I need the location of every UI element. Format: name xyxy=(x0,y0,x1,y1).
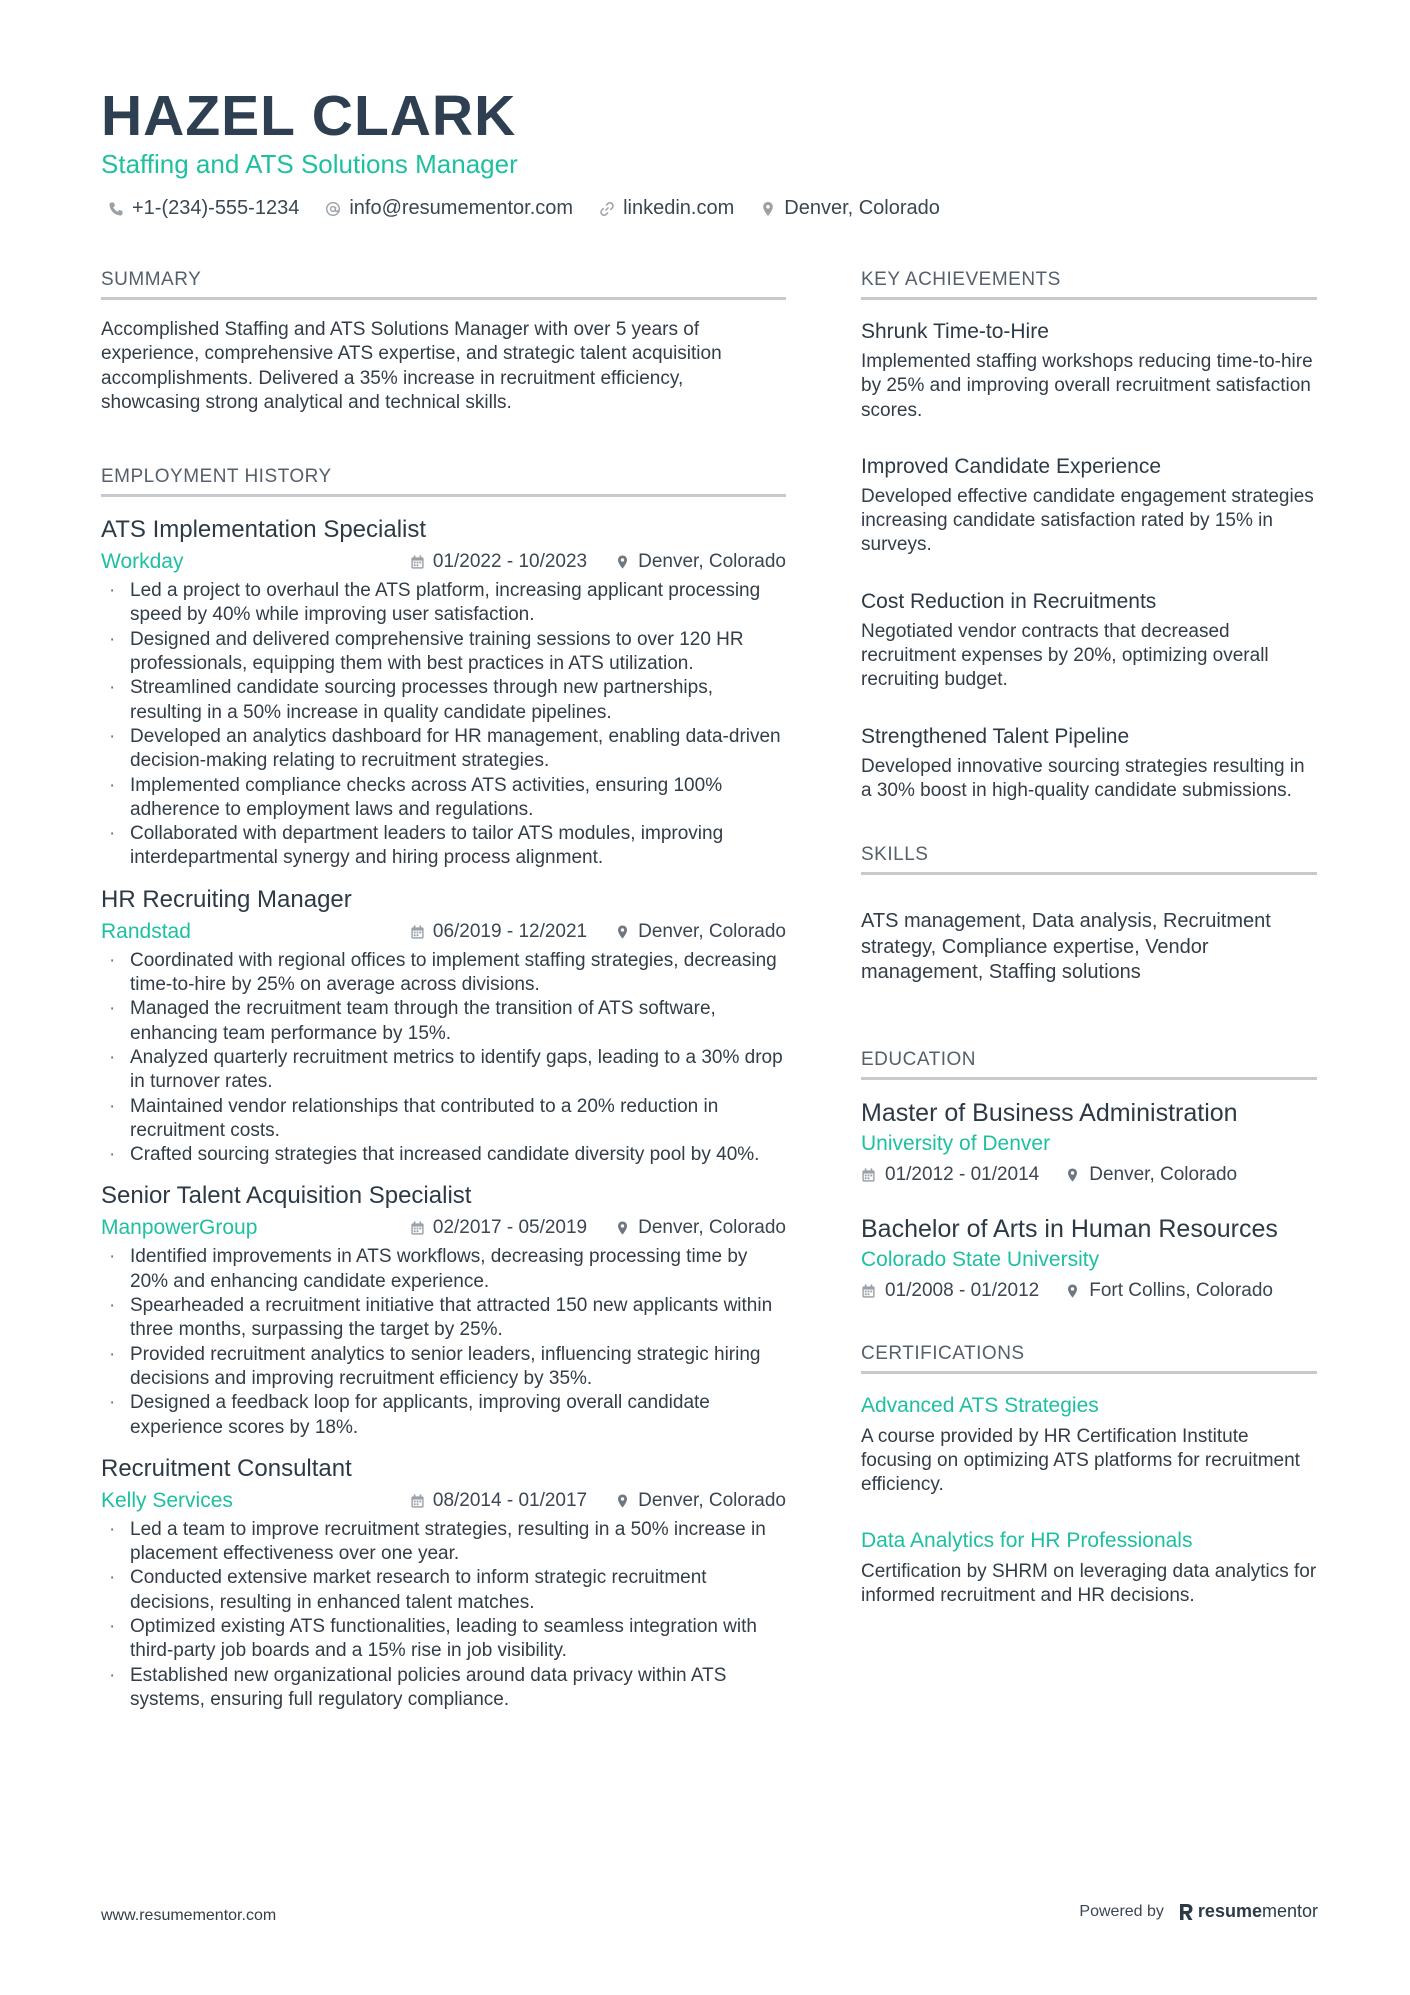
phone-icon xyxy=(108,201,124,217)
education-school: University of Denver xyxy=(861,1131,1051,1155)
job-bullet: · Collaborated with department leaders to tailor ATS modules, improving interdepartmental synergy and hiring process alignment. xyxy=(101,822,786,871)
location-pin-icon xyxy=(1065,1167,1080,1183)
skills-text: ATS management, Data analysis, Recruitment strategy, Compliance expertise, Vendor management, Staffing solutions xyxy=(861,910,1271,984)
education-degree: Bachelor of Arts in Human Resources xyxy=(861,1214,1278,1243)
footer-powered-by xyxy=(1079,1901,1318,1922)
certification-desc: A course provided by HR Certification Institute focusing on optimizing ATS platforms for recruitment efficiency. xyxy=(861,1425,1300,1496)
location-pin-icon xyxy=(615,1493,630,1509)
at-icon xyxy=(325,201,341,217)
job-bullet: · Managed the recruitment team through the transition of ATS software, enhancing team performance by 15%. xyxy=(101,997,786,1046)
education-school: Colorado State University xyxy=(861,1247,1100,1271)
job-location xyxy=(615,921,786,943)
achievement-title: Cost Reduction in Recruitments xyxy=(861,589,1157,613)
education-item xyxy=(861,1214,1317,1306)
job-location xyxy=(615,1490,786,1512)
brand-name-light: mentor xyxy=(1261,1901,1318,1921)
job-dates xyxy=(410,1490,587,1512)
education-list xyxy=(861,1098,1317,1306)
location-pin-icon xyxy=(615,924,630,940)
powered-by-label: Powered by xyxy=(1079,1902,1164,1920)
candidate-title: Staffing and ATS Solutions Manager xyxy=(101,149,518,179)
link-icon xyxy=(599,201,615,217)
summary-text: Accomplished Staffing and ATS Solutions Manager with over 5 years of experience, comprehensive ATS expertise, and strategic talent acquisition accomplishments. Delivered a 35% increase in recruitment efficiency, showcasing strong analytical and technical skills. xyxy=(101,319,722,413)
job-location-text: Denver, Colorado xyxy=(638,551,786,573)
achievement-desc: Developed effective candidate engagement strategies increasing candidate satisfaction rated by 15% in surveys. xyxy=(861,485,1314,556)
job-entry xyxy=(101,1454,786,1712)
job-bullets xyxy=(101,1518,786,1712)
job-bullet: · Designed a feedback loop for applicants, improving overall candidate experience scores by 18%. xyxy=(101,1391,786,1440)
job-bullet: · Designed and delivered comprehensive training sessions to over 120 HR professionals, equipping them with best practices in ATS utilization. xyxy=(101,628,786,677)
education-item xyxy=(861,1098,1317,1190)
job-title: Recruitment Consultant xyxy=(101,1454,352,1482)
job-location-text: Denver, Colorado xyxy=(638,920,786,942)
achievement-desc: Developed innovative sourcing strategies resulting in a 30% boost in high-quality candidate submissions. xyxy=(861,755,1305,801)
job-location xyxy=(615,551,786,573)
certification-item xyxy=(861,1392,1317,1498)
job-bullets xyxy=(101,1245,786,1439)
education-dates-text: 01/2012 - 01/2014 xyxy=(885,1163,1040,1185)
achievement-item xyxy=(861,453,1317,558)
job-dates-text: 06/2019 - 12/2021 xyxy=(432,920,588,942)
job-bullet: · Coordinated with regional offices to implement staffing strategies, decreasing time-to-hire by 25% on average across divisions. xyxy=(101,949,786,998)
brand-name-bold: resume xyxy=(1197,1901,1262,1921)
calendar-icon xyxy=(410,924,425,940)
candidate-name: HAZEL CLARK xyxy=(101,84,517,148)
education-location-text: Fort Collins, Colorado xyxy=(1089,1279,1273,1301)
job-dates-text: 01/2022 - 10/2023 xyxy=(432,551,588,573)
job-bullet: · Maintained vendor relationships that contributed to a 20% reduction in recruitment costs. xyxy=(101,1095,786,1144)
education-meta xyxy=(861,1160,1317,1190)
achievements-list xyxy=(861,318,1317,803)
education-location-text: Denver, Colorado xyxy=(1089,1163,1238,1185)
contact-bar xyxy=(108,197,940,220)
job-meta xyxy=(101,1211,786,1245)
job-entry xyxy=(101,1181,786,1439)
contact-location xyxy=(760,197,940,220)
job-meta xyxy=(101,1484,786,1518)
job-dates-text: 08/2014 - 01/2017 xyxy=(432,1489,588,1511)
job-company: Kelly Services xyxy=(101,1488,233,1512)
achievement-title: Shrunk Time-to-Hire xyxy=(861,320,1049,343)
contact-email-text: info@resumementor.com xyxy=(349,197,574,219)
achievement-desc: Negotiated vendor contracts that decreased recruitment expenses by 20%, optimizing overall recruiting budget. xyxy=(861,620,1269,691)
certification-name: Data Analytics for HR Professionals xyxy=(861,1528,1193,1552)
right-column xyxy=(861,268,1317,1637)
job-bullet: · Developed an analytics dashboard for HR management, enabling data-driven decision-making relating to recruitment strategies. xyxy=(101,725,786,774)
contact-linkedin[interactable] xyxy=(599,197,734,220)
calendar-icon xyxy=(410,554,425,570)
contact-phone[interactable] xyxy=(108,197,299,220)
achievement-item xyxy=(861,318,1317,423)
resumementor-logo[interactable] xyxy=(1178,1901,1318,1922)
location-pin-icon xyxy=(615,1220,630,1236)
job-title: Senior Talent Acquisition Specialist xyxy=(101,1182,472,1210)
job-dates-text: 02/2017 - 05/2019 xyxy=(432,1217,588,1239)
job-bullet: · Implemented compliance checks across ATS activities, ensuring 100% adherence to employment laws and regulations. xyxy=(101,774,786,823)
job-meta xyxy=(101,915,786,949)
education-dates-text: 01/2008 - 01/2012 xyxy=(885,1279,1040,1301)
job-title: HR Recruiting Manager xyxy=(101,885,352,913)
certifications-heading: CERTIFICATIONS xyxy=(861,1342,1317,1374)
job-bullet: · Established new organizational policies around data privacy within ATS systems, ensuring full regulatory compliance. xyxy=(101,1664,786,1713)
achievement-title: Strengthened Talent Pipeline xyxy=(861,724,1130,748)
job-company: Workday xyxy=(101,550,184,574)
employment-heading: EMPLOYMENT HISTORY xyxy=(101,465,786,497)
job-meta xyxy=(101,545,786,579)
job-dates xyxy=(410,551,587,573)
job-bullet: · Conducted extensive market research to inform strategic recruitment decisions, resulting in enhanced talent matches. xyxy=(101,1566,786,1615)
job-bullet: · Optimized existing ATS functionalities, leading to seamless integration with third-party job boards and a 15% rise in job visibility. xyxy=(101,1615,786,1664)
certifications-list xyxy=(861,1392,1317,1608)
job-bullet: · Spearheaded a recruitment initiative that attracted 150 new applicants within three months, surpassing the target by 25%. xyxy=(101,1294,786,1343)
jobs-list xyxy=(101,515,786,1712)
education-dates xyxy=(861,1164,1039,1186)
job-location-text: Denver, Colorado xyxy=(638,1489,786,1511)
location-pin-icon xyxy=(760,201,776,217)
achievements-heading: KEY ACHIEVEMENTS xyxy=(861,268,1317,300)
contact-email[interactable] xyxy=(325,197,573,220)
skills-heading: SKILLS xyxy=(861,843,1317,875)
contact-location-text: Denver, Colorado xyxy=(784,197,940,219)
certification-name: Advanced ATS Strategies xyxy=(861,1393,1099,1417)
job-location xyxy=(615,1217,786,1239)
job-bullets xyxy=(101,579,786,871)
calendar-icon xyxy=(410,1493,425,1509)
contact-linkedin-text: linkedin.com xyxy=(623,197,735,219)
certification-item xyxy=(861,1527,1317,1609)
job-company: ManpowerGroup xyxy=(101,1216,258,1240)
achievement-item xyxy=(861,723,1317,804)
education-meta xyxy=(861,1276,1317,1306)
location-pin-icon xyxy=(615,554,630,570)
resumementor-logo-icon xyxy=(1178,1903,1194,1921)
job-entry xyxy=(101,885,786,1168)
achievement-title: Improved Candidate Experience xyxy=(861,454,1162,478)
education-location xyxy=(1065,1280,1273,1302)
contact-phone-text: +1-(234)-555-1234 xyxy=(132,197,300,219)
job-bullet: · Analyzed quarterly recruitment metrics to identify gaps, leading to a 30% drop in turnover rates. xyxy=(101,1046,786,1095)
education-location xyxy=(1065,1164,1237,1186)
job-bullets xyxy=(101,949,786,1168)
achievement-desc: Implemented staffing workshops reducing time-to-hire by 25% and improving overall recruitment satisfaction scores. xyxy=(861,351,1313,421)
job-bullet: · Provided recruitment analytics to senior leaders, influencing strategic hiring decisions and improving recruitment efficiency by 35%. xyxy=(101,1343,786,1392)
left-column xyxy=(101,268,786,1726)
footer-website[interactable]: www.resumementor.com xyxy=(101,1907,277,1924)
calendar-icon xyxy=(861,1283,876,1299)
summary-heading: SUMMARY xyxy=(101,268,786,300)
education-degree: Master of Business Administration xyxy=(861,1098,1238,1127)
location-pin-icon xyxy=(1065,1283,1080,1299)
job-bullet: · Crafted sourcing strategies that increased candidate diversity pool by 40%. xyxy=(101,1143,786,1167)
job-title: ATS Implementation Specialist xyxy=(101,516,427,544)
job-dates xyxy=(410,1217,587,1239)
education-heading: EDUCATION xyxy=(861,1048,1317,1080)
calendar-icon xyxy=(410,1220,425,1236)
job-bullet: · Streamlined candidate sourcing processes through new partnerships, resulting in a 50% increase in quality candidate pipelines. xyxy=(101,676,786,725)
certification-desc: Certification by SHRM on leveraging data analytics for informed recruitment and HR decisions. xyxy=(861,1560,1317,1606)
calendar-icon xyxy=(861,1167,876,1183)
job-dates xyxy=(410,921,587,943)
education-dates xyxy=(861,1280,1039,1302)
achievement-item xyxy=(861,588,1317,693)
job-location-text: Denver, Colorado xyxy=(638,1217,786,1239)
job-bullet: · Led a team to improve recruitment strategies, resulting in a 50% increase in placement effectiveness over one year. xyxy=(101,1518,786,1567)
job-bullet: · Led a project to overhaul the ATS platform, increasing applicant processing speed by 40% while improving user satisfaction. xyxy=(101,579,786,628)
job-entry xyxy=(101,515,786,871)
job-bullet: · Identified improvements in ATS workflows, decreasing processing time by 20% and enhancing candidate experience. xyxy=(101,1245,786,1294)
job-company: Randstad xyxy=(101,919,191,943)
